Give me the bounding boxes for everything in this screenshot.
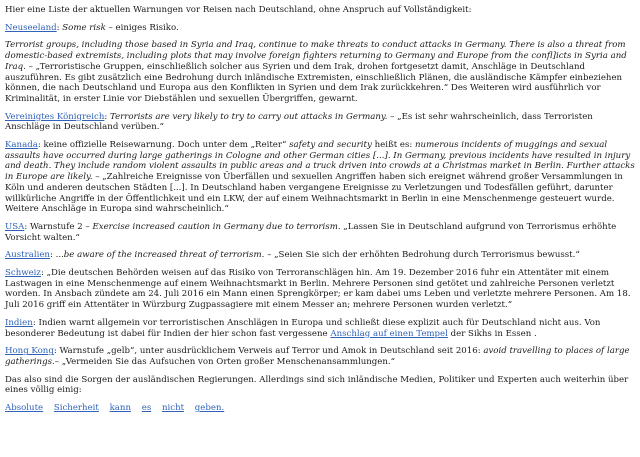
warning-india [5,318,635,339]
canada-text-1: : keine offizielle Reisewarnung. Doch unter dem „Reiter“ [37,140,287,151]
canada-italic-1: safety and security [289,140,372,151]
separator: : [104,111,108,122]
terror-paragraph [5,40,635,104]
india-text-1: : Indien warnt allgemein vor terroristischen Anschlägen in Europa und schließt diese explizit auch für Deutschland nicht aus. Von besonderer Bedeutung ist dabei für Indien der hier schon fast vergessene [5,317,601,339]
footer-link-nicht[interactable]: nicht [161,403,185,414]
warning-english: Terrorists are very likely to try to carry out attacks in Germany. [110,111,388,122]
country-link-canada[interactable]: Kanada [5,140,38,151]
warning-uk [5,112,635,133]
country-link-switzerland[interactable]: Schweiz [5,268,41,279]
country-link-uk[interactable]: Vereinigtes Königreich [5,111,105,122]
footer-link-absolute[interactable]: Absolute [5,403,44,414]
warning-german: – „Seien Sie sich der erhöhten Bedrohung durch Terrorismus bewusst.“ [267,250,580,261]
switzerland-text: : „Die deutschen Behörden weisen auf das Risiko von Terroranschlägen hin. Am 19. Dezember 2016 fuhr ein Attentäter mit einem Lastwagen in eine Menschenmenge auf einem Weihnachtsmarkt in Berlin. Mehrere Personen sind getötet und zahlreiche Personen verletzt worden. In Ansbach zündete am 24. Juli 2016 ein Mann einen Sprengkörper; er kam dabei ums Leben und verletzte mehrere Personen. Am 18. Juli 2016 griff ein Attentäter in Würzburg Zugpassagiere mit einem Messer an; mehrere Personen wurden verletzt.“ [5,268,631,311]
warning-hong-kong [5,346,635,367]
hong-kong-italic: avoid travelling to places of large gatherings. [5,346,630,367]
intro-paragraph: Hier eine Liste der aktuellen Warnungen vor Reisen nach Deutschland, ohne Anspruch auf Vollständigkeit: [5,5,472,15]
outro-paragraph: Das also sind die Sorgen der ausländischen Regierungen. Allerdings sind sich inländische Medien, Politiker und Experten auch weiterhin über eines völlig einig: [5,374,629,396]
country-link-usa[interactable]: USA [5,221,25,232]
warning-switzerland [5,268,635,311]
footer-link-sicherheit[interactable]: Sicherheit [53,403,99,414]
hong-kong-text-1: : Warnstufe „gelb“, unter ausdrücklichem Verweis auf Terror und Amok in Deutschland seit 2016: [53,346,481,357]
terror-german: – „Terroristische Gruppen, einschließlich solcher aus Syrien und dem Irak, drohen fortgesetzt damit, Anschläge in Deutschland auszuführen. Es gibt zusätzlich eine Bedrohung durch inländische Extremisten, einschließlich Plänen, die ausländische Kämpfer einbeziehen können, die nach Deutschland und Europa aus den Konflikten in Syrien und dem Irak zurückkehren.“ Des Weiteren wird ausführlich vor Kriminalität, in erster Linie vor Diebstählen und sexuellen Übergriffen, gewarnt. [5,61,623,104]
warning-english: Some risk [62,22,106,33]
usa-text-2: „Lassen Sie in Deutschland aufgrund von Terrorismus erhöhte Vorsicht walten.“ [5,221,617,243]
country-link-australia[interactable]: Australien [5,250,50,261]
usa-text-1: : Warnstufe 2 – [24,221,90,232]
canada-text-2: heißt es: [374,140,413,151]
warning-usa [5,222,635,243]
terror-english: Terrorist groups, including those based in Syria and Iraq, continue to make threats to conduct attacks in Germany. There is also a threat from domestic-based extremists, including plots that may involve foreign fighters returning to Germany and Europe from the confl]icts in Syria and Iraq. [5,40,627,72]
temple-attack-link[interactable]: Anschlag auf einen Tempel [330,328,448,339]
footer-link-es[interactable]: es [141,403,152,414]
country-link-india[interactable]: Indien [5,317,33,328]
warning-new-zealand [5,23,635,34]
footer-links [5,403,635,414]
country-link-new-zealand[interactable]: Neuseeland [5,22,57,33]
usa-italic: Exercise increased caution in Germany due to terrorism. [92,221,341,232]
warning-australia [5,250,635,261]
separator: : [49,250,53,261]
india-text-2: der Sikhs in Essen . [450,328,537,339]
country-link-hong-kong[interactable]: Hong Kong [5,346,54,357]
warning-english: ...be aware of the increased threat of terrorism. [55,250,265,261]
hong-kong-text-2: – „Vermeiden Sie das Aufsuchen von Orten großer Menschenansammlungen.“ [54,356,396,367]
canada-text-3: – „Zahlreiche Ereignisse von Überfällen und sexuellen Angriffen haben sich ereignet während großer Versammlungen in Köln und anderen deutschen Städten [...]. In Deutschland haben vergangene Ereignisse zu Verletzungen und Todesfällen geführt, darunter willkürliche Angriffe in der Öffentlichkeit und ein LKW, der auf einem Weihnachtsmarkt in Berlin in eine Menschenmenge gesteuert wurde. Weitere Anschläge in Europa sind wahrscheinlich.“ [5,172,623,215]
warning-canada [5,140,635,215]
separator: : [56,22,60,33]
warning-german: – „Es ist sehr wahrscheinlich, dass Terroristen Anschläge in Deutschland verüben.“ [5,111,593,133]
canada-italic-2: numerous incidents of muggings and sexual assaults have occurred during large gatherings in Cologne and other German cities [...]. In Germany, previous incidents have resulted in injury and death. They include random violent assaults in public areas and a truck driven into crowds at a Christmas market in Berlin. Further attacks in Europe are likely. [5,140,635,183]
warning-german: – einiges Risiko. [108,22,179,33]
footer-link-kann[interactable]: kann [109,403,131,414]
footer-link-geben[interactable]: geben. [194,403,225,414]
